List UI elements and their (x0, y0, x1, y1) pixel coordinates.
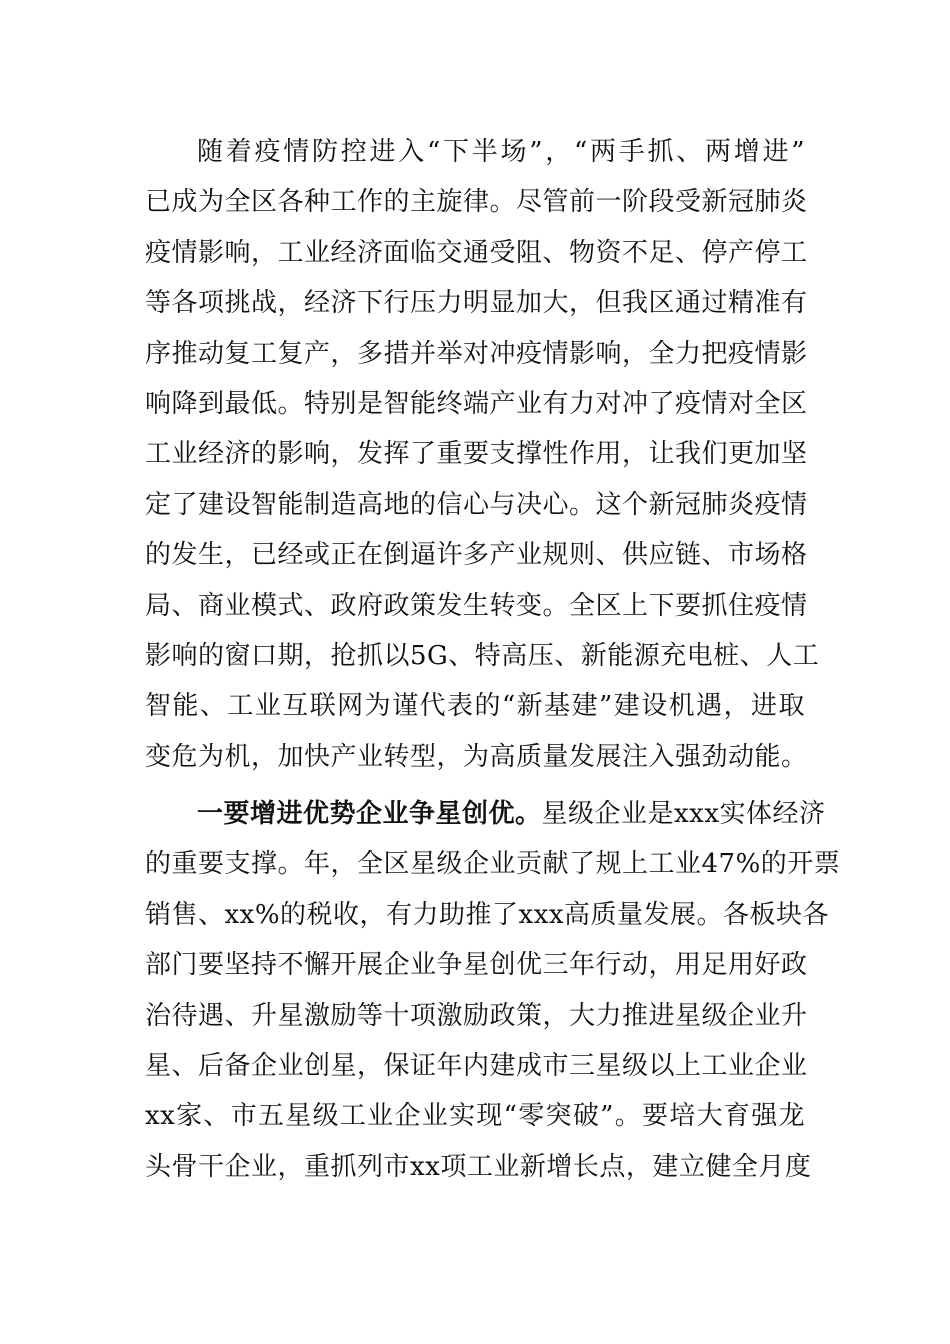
paragraph-line: 的发生，已经或正在倒逼许多产业规则、供应链、市场格 (145, 540, 808, 571)
paragraph-line: 治待遇、升星激励等十项激励政策，大力推进星级企业升 (145, 1000, 808, 1031)
paragraph-line: 的重要支撑。年，全区星级企业贡献了规上工业47%的开票 (145, 849, 841, 880)
paragraph-line: 定了建设智能制造高地的信心与决心。这个新冠肺炎疫情 (145, 489, 808, 520)
paragraph-line: 头骨干企业，重抓列市xx项工业新增长点，建立健全月度 (145, 1151, 812, 1182)
paragraph-line: xx家、市五星级工业企业实现“零突破”。要培大育强龙 (145, 1101, 805, 1132)
paragraph-line: 局、商业模式、政府政策发生转变。全区上下要抓住疫情 (145, 590, 808, 621)
paragraph-line: 随着疫情防控进入“下半场”，“两手抓、两增进” (197, 137, 805, 167)
paragraph-line: 响降到最低。特别是智能终端产业有力对冲了疫情对全区 (145, 388, 808, 419)
paragraph-line: 工业经济的影响，发挥了重要支撑性作用，让我们更加坚 (145, 439, 808, 470)
paragraph-line: 变危为机，加快产业转型，为高质量发展注入强劲动能。 (145, 741, 808, 772)
paragraph-line: 星、后备企业创星，保证年内建成市三星级以上工业企业 (145, 1050, 808, 1081)
paragraph-first-line (145, 789, 826, 839)
paragraph-line: 智能、工业互联网为谨代表的“新基建”建设机遇，进取 (145, 691, 805, 722)
paragraph-heading-rest: 星级企业是xxx实体经济 (541, 799, 826, 829)
paragraph-line: 等各项挑战，经济下行压力明显加大，但我区通过精准有 (145, 288, 808, 319)
paragraph-line: 部门要坚持不懈开展企业争星创优三年行动，用足用好政 (145, 950, 808, 981)
paragraph-heading: 一要增进优势企业争星创优。 (197, 799, 542, 829)
paragraph-line: 影响的窗口期，抢抓以5G、特高压、新能源充电桩、人工 (145, 640, 820, 671)
paragraph-2 (145, 789, 841, 1192)
paragraph-line: 销售、xx%的税收，有力助推了xxx高质量发展。各板块各 (145, 899, 830, 930)
paragraph-line: 序推动复工复产，多措并举对冲疫情影响，全力把疫情影 (145, 338, 808, 369)
paragraph-1 (145, 127, 820, 782)
paragraph-line: 已成为全区各种工作的主旋律。尽管前一阶段受新冠肺炎 (145, 187, 808, 218)
paragraph-line: 疫情影响，工业经济面临交通受阻、物资不足、停产停工 (145, 237, 808, 268)
